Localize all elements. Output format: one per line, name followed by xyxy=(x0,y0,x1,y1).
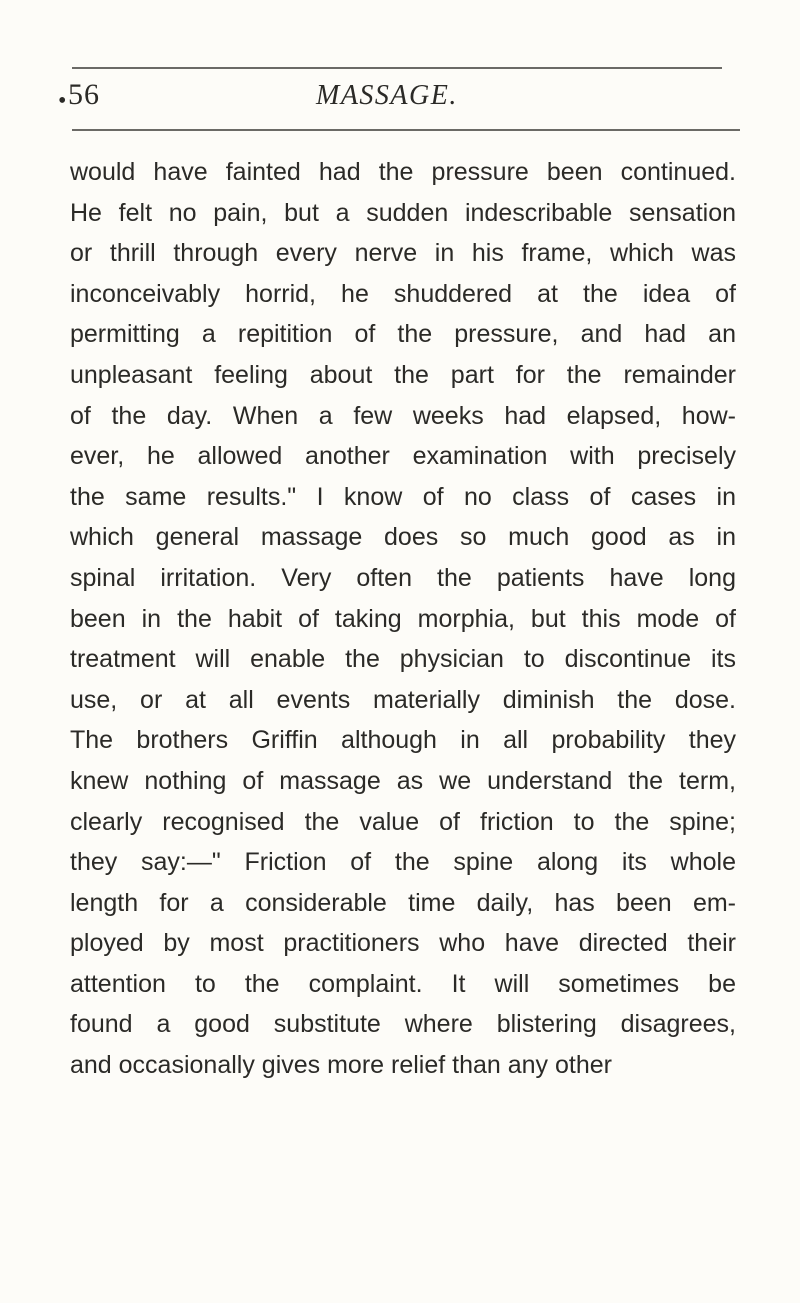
text-line: ployed by most practitioners who have directed their xyxy=(70,929,736,958)
text-line: He felt no pain, but a sudden indescribable sensation xyxy=(70,198,736,227)
text-line: unpleasant feeling about the part for the remainder xyxy=(70,360,736,389)
text-line: clearly recognised the value of friction to the spine; xyxy=(70,807,736,836)
header-rule-bottom xyxy=(72,129,740,131)
header-bullet: • xyxy=(58,88,67,114)
text-line: found a good substitute where blistering disagrees, xyxy=(70,1010,736,1039)
text-line: attention to the complaint. It will sometimes be xyxy=(70,969,736,998)
text-line: inconceivably horrid, he shuddered at the idea of xyxy=(70,279,736,308)
text-line: knew nothing of massage as we understand the term, xyxy=(70,766,736,795)
text-line: would have fainted had the pressure been continued. xyxy=(70,158,736,186)
text-line: the same results." I know of no class of cases in xyxy=(70,482,736,511)
page-number: 56 xyxy=(68,78,100,111)
text-line: and occasionally gives more relief than any other xyxy=(70,1051,612,1080)
text-line: of the day. When a few weeks had elapsed, how- xyxy=(70,401,736,430)
text-line: or thrill through every nerve in his frame, which was xyxy=(70,239,736,268)
text-line: treatment will enable the physician to discontinue its xyxy=(70,645,736,674)
running-title: MASSAGE. xyxy=(316,80,458,111)
header-rule-top xyxy=(72,67,722,69)
text-line: length for a considerable time daily, has been em- xyxy=(70,888,736,917)
text-line: been in the habit of taking morphia, but this mode of xyxy=(70,604,736,633)
text-line: use, or at all events materially diminish the dose. xyxy=(70,685,736,714)
text-line: they say:—" Friction of the spine along its whole xyxy=(70,848,736,877)
text-line: ever, he allowed another examination with precisely xyxy=(70,442,736,471)
page-header xyxy=(40,78,760,122)
body-text xyxy=(70,152,750,1086)
text-line: The brothers Griffin although in all probability they xyxy=(70,726,736,755)
text-line: permitting a repitition of the pressure, and had an xyxy=(70,320,736,349)
text-line: spinal irritation. Very often the patients have long xyxy=(70,563,736,592)
text-line: which general massage does so much good as in xyxy=(70,523,736,552)
